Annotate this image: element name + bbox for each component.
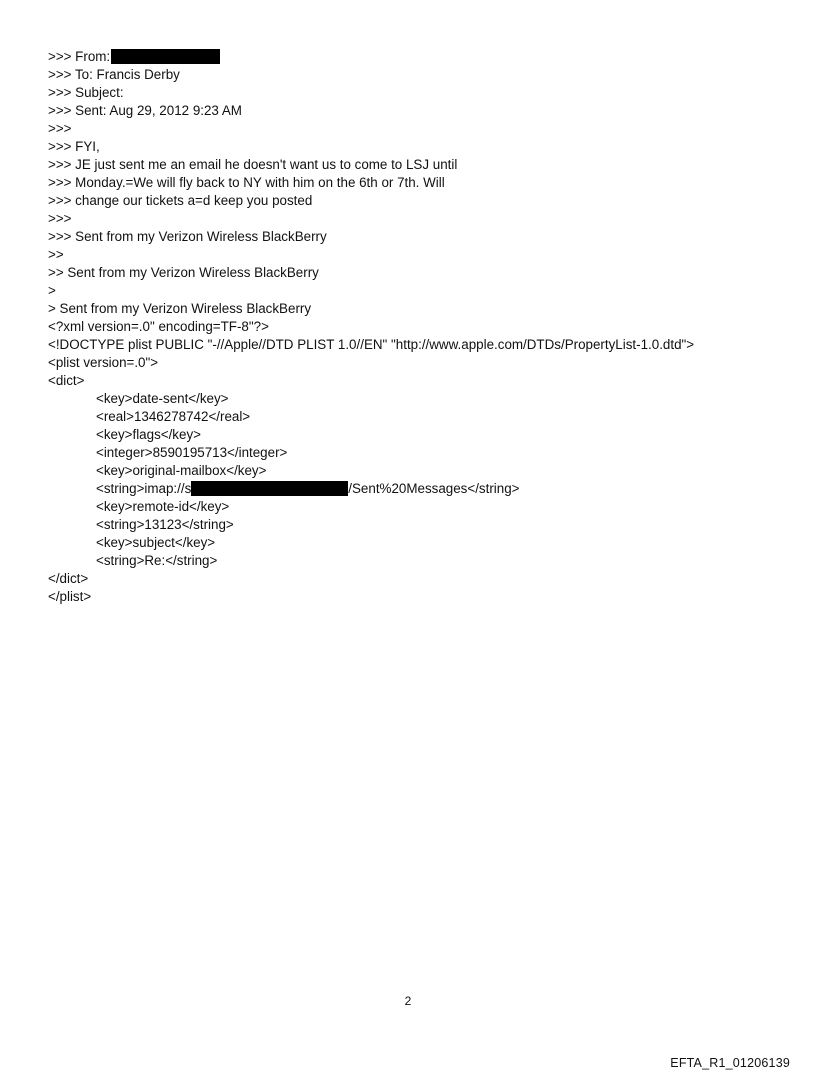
plist-key: <key>original-mailbox</key> <box>96 463 267 478</box>
redaction-block <box>191 481 348 496</box>
plist-imap-suffix: /Sent%20Messages</string> <box>348 481 520 496</box>
plist-doctype: <!DOCTYPE plist PUBLIC "-//Apple//DTD PLIST 1.0//EN" "http://www.apple.com/DTDs/PropertyList-1.0.dtd"> <box>48 337 695 352</box>
plist-value: <string>Re:</string> <box>96 553 218 568</box>
email-signature: >>> Sent from my Verizon Wireless BlackBerry <box>48 229 327 244</box>
email-quote-marker: >>> <box>48 211 72 226</box>
plist-close-tag: </plist> <box>48 589 92 604</box>
plist-open-tag: <plist version=.0"> <box>48 355 159 370</box>
plist-imap-value <box>48 480 788 498</box>
document-id: EFTA_R1_01206139 <box>670 1056 790 1070</box>
email-subject-line: >>> Subject: <box>48 85 124 100</box>
email-quote-marker: > <box>48 283 56 298</box>
email-body <box>48 48 788 606</box>
email-greeting: >>> FYI, <box>48 139 100 154</box>
redaction-block <box>111 49 220 64</box>
email-to-line: >>> To: Francis Derby <box>48 67 180 82</box>
email-body-line: >>> change our tickets a=d keep you posted <box>48 193 313 208</box>
email-signature: >> Sent from my Verizon Wireless BlackBerry <box>48 265 319 280</box>
plist-key: <key>date-sent</key> <box>96 391 229 406</box>
plist-value: <string>13123</string> <box>96 517 234 532</box>
email-quote-marker: >>> <box>48 121 72 136</box>
plist-key: <key>subject</key> <box>96 535 216 550</box>
plist-key: <key>flags</key> <box>96 427 201 442</box>
plist-imap-visible-char: s <box>184 481 192 496</box>
plist-key: <key>remote-id</key> <box>96 499 230 514</box>
plist-dict-close: </dict> <box>48 571 89 586</box>
email-from-label: >>> From: <box>48 49 111 64</box>
email-sent-line: >>> Sent: Aug 29, 2012 9:23 AM <box>48 103 242 118</box>
plist-value: <integer>8590195713</integer> <box>96 445 288 460</box>
email-body-line: >>> JE just sent me an email he doesn't want us to come to LSJ until <box>48 157 458 172</box>
page-number: 2 <box>404 994 412 1008</box>
plist-dict-open: <dict> <box>48 373 85 388</box>
email-quote-marker: >> <box>48 247 64 262</box>
plist-value: <real>1346278742</real> <box>96 409 251 424</box>
plist-xml-declaration: <?xml version=.0" encoding=TF-8"?> <box>48 319 269 334</box>
email-signature: > Sent from my Verizon Wireless BlackBerry <box>48 301 312 316</box>
plist-imap-prefix: <string>imap:// <box>96 481 185 496</box>
email-body-line: >>> Monday.=We will fly back to NY with him on the 6th or 7th. Will <box>48 175 445 190</box>
email-from-line <box>48 48 788 66</box>
